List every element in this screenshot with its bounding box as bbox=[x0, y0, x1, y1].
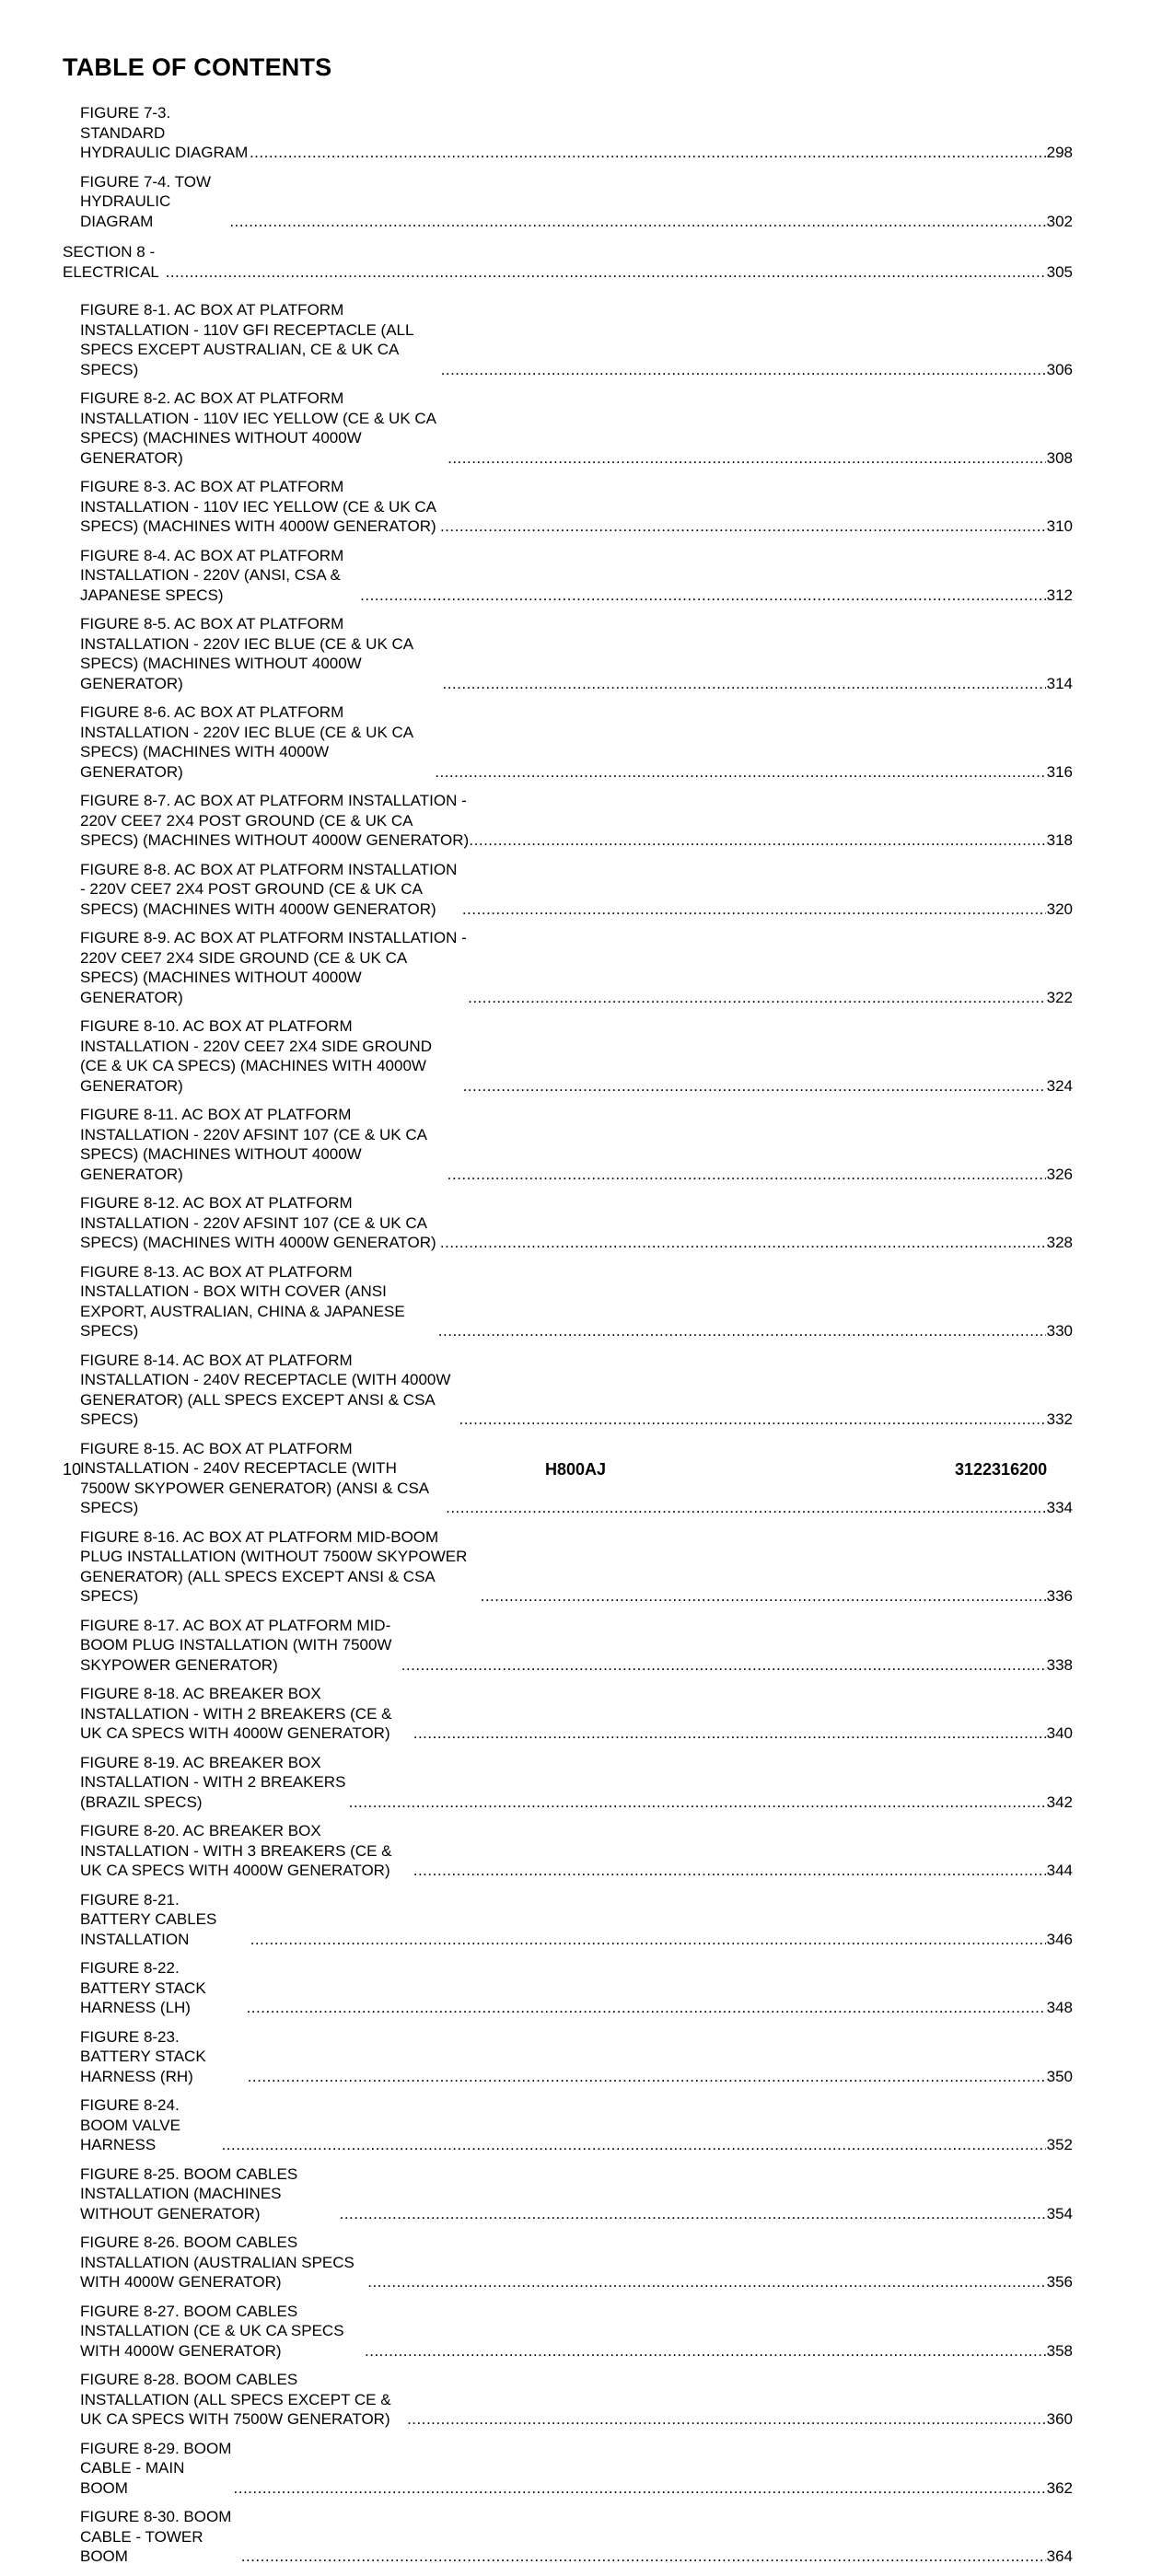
toc-entry-title: FIGURE 8-14. AC BOX AT PLATFORM INSTALLATION - 240V RECEPTACLE (WITH 4000W GENERATOR) (ALL SPECS EXCEPT ANSI & CSA SPECS) bbox=[80, 1351, 451, 1428]
footer-page-number: 10 bbox=[63, 1460, 82, 1479]
toc-entry-title: FIGURE 8-17. AC BOX AT PLATFORM MID-BOOM PLUG INSTALLATION (WITH 7500W SKYPOWER GENERATOR) bbox=[80, 1616, 392, 1674]
toc-entry-page-number: 314 bbox=[1046, 674, 1073, 692]
toc-figure-entry[interactable] bbox=[63, 2439, 1073, 2499]
toc-entry-page-number: 324 bbox=[1046, 1076, 1073, 1095]
toc-entry-title: FIGURE 8-4. AC BOX AT PLATFORM INSTALLATION - 220V (ANSI, CSA & JAPANESE SPECS) bbox=[80, 546, 344, 604]
toc-entry-page-number: 320 bbox=[1046, 899, 1073, 918]
toc-entry-title: FIGURE 8-3. AC BOX AT PLATFORM INSTALLATION - 110V IEC YELLOW (CE & UK CA SPECS) (MACHINES WITH 4000W GENERATOR) bbox=[80, 478, 436, 535]
toc-entry-title: FIGURE 8-25. BOOM CABLES INSTALLATION (MACHINES WITHOUT GENERATOR) bbox=[80, 2164, 298, 2222]
toc-dot-leader bbox=[459, 1410, 1045, 1430]
toc-dot-leader bbox=[446, 1498, 1046, 1518]
toc-entry-title: FIGURE 8-9. AC BOX AT PLATFORM INSTALLATION - 220V CEE7 2X4 SIDE GROUND (CE & UK CA SPECS) (MACHINES WITHOUT 4000W GENERATOR) bbox=[80, 929, 467, 1006]
toc-entry-page-number: 364 bbox=[1046, 2547, 1073, 2565]
toc-figure-entry[interactable] bbox=[63, 860, 1073, 920]
toc-dot-leader bbox=[448, 448, 1046, 469]
toc-figure-entry[interactable] bbox=[63, 1016, 1073, 1096]
toc-figure-entry[interactable] bbox=[63, 2233, 1073, 2292]
toc-dot-leader bbox=[367, 2272, 1045, 2292]
toc-entry-title: FIGURE 8-21. BATTERY CABLES INSTALLATION bbox=[80, 1890, 217, 1948]
toc-entry-page-number: 302 bbox=[1046, 212, 1073, 230]
toc-entry-page-number: 322 bbox=[1046, 988, 1073, 1006]
toc-entry-title: FIGURE 8-10. AC BOX AT PLATFORM INSTALLATION - 220V CEE7 2X4 SIDE GROUND (CE & UK CA SPECS) (MACHINES WITH 4000W GENERATOR) bbox=[80, 1017, 432, 1095]
toc-entry-title: FIGURE 8-19. AC BREAKER BOX INSTALLATION - WITH 2 BREAKERS (BRAZIL SPECS) bbox=[80, 1753, 346, 1811]
toc-entry-page-number: 342 bbox=[1046, 1793, 1073, 1811]
toc-figure-entry[interactable] bbox=[63, 103, 1073, 163]
toc-entry-page-number: 312 bbox=[1046, 586, 1073, 604]
toc-entry-title: FIGURE 8-30. BOOM CABLE - TOWER BOOM bbox=[80, 2508, 232, 2565]
toc-entry-page-number: 352 bbox=[1046, 2136, 1073, 2153]
toc-figure-entry[interactable] bbox=[63, 1616, 1073, 1676]
toc-dot-leader bbox=[248, 2067, 1046, 2087]
toc-entry-title: FIGURE 8-1. AC BOX AT PLATFORM INSTALLATION - 110V GFI RECEPTACLE (ALL SPECS EXCEPT AUSTRALIAN, CE & UK CA SPECS) bbox=[80, 301, 413, 378]
toc-entry-title: FIGURE 8-22. BATTERY STACK HARNESS (LH) bbox=[80, 1959, 206, 2016]
toc-entry-title: FIGURE 8-29. BOOM CABLE - MAIN BOOM bbox=[80, 2439, 232, 2497]
toc-entry-page-number: 308 bbox=[1046, 448, 1073, 467]
toc-figure-entry[interactable] bbox=[63, 2302, 1073, 2361]
toc-dot-leader bbox=[234, 2478, 1046, 2499]
footer-model: H800AJ bbox=[545, 1460, 607, 1479]
toc-figure-entry[interactable] bbox=[63, 2370, 1073, 2430]
toc-entry-title: FIGURE 8-24. BOOM VALVE HARNESS bbox=[80, 2096, 180, 2153]
page-title: TABLE OF CONTENTS bbox=[63, 53, 332, 81]
toc-dot-leader bbox=[247, 1998, 1046, 2018]
toc-dot-leader bbox=[365, 2341, 1046, 2361]
toc-entry-page-number: 310 bbox=[1046, 517, 1073, 535]
toc-entry-title: SECTION 8 - ELECTRICAL bbox=[63, 243, 159, 281]
toc-entry-page-number: 336 bbox=[1046, 1587, 1073, 1605]
toc-list bbox=[63, 103, 1073, 2576]
toc-dot-leader bbox=[401, 1655, 1046, 1676]
toc-dot-leader bbox=[440, 1233, 1046, 1253]
toc-entry-page-number: 338 bbox=[1046, 1655, 1073, 1674]
toc-entry-page-number: 362 bbox=[1046, 2478, 1073, 2497]
toc-figure-entry[interactable] bbox=[63, 546, 1073, 606]
toc-dot-leader bbox=[241, 2547, 1046, 2567]
toc-figure-entry[interactable] bbox=[63, 928, 1073, 1007]
toc-figure-entry[interactable] bbox=[63, 2507, 1073, 2567]
toc-entry-title: FIGURE 8-20. AC BREAKER BOX INSTALLATION - WITH 3 BREAKERS (CE & UK CA SPECS WITH 4000W GENERATOR) bbox=[80, 1822, 392, 1879]
toc-entry-page-number: 298 bbox=[1046, 144, 1073, 161]
toc-dot-leader bbox=[340, 2204, 1046, 2224]
toc-figure-entry[interactable] bbox=[63, 1527, 1073, 1607]
toc-figure-entry[interactable] bbox=[63, 1890, 1073, 1950]
toc-entry-page-number: 340 bbox=[1046, 1724, 1073, 1742]
toc-entry-title: FIGURE 8-2. AC BOX AT PLATFORM INSTALLATION - 110V IEC YELLOW (CE & UK CA SPECS) (MACHINES WITHOUT 4000W GENERATOR) bbox=[80, 389, 436, 467]
toc-entry-page-number: 344 bbox=[1046, 1862, 1073, 1879]
toc-entry-title: FIGURE 8-15. AC BOX AT PLATFORM INSTALLATION - 240V RECEPTACLE (WITH 7500W SKYPOWER GENERATOR) (ANSI & CSA SPECS) bbox=[80, 1439, 429, 1516]
toc-dot-leader bbox=[435, 762, 1045, 783]
toc-dot-leader bbox=[442, 674, 1045, 694]
toc-entry-title: FIGURE 7-4. TOW HYDRAULIC DIAGRAM bbox=[80, 172, 212, 230]
toc-entry-page-number: 346 bbox=[1046, 1930, 1073, 1948]
toc-figure-entry[interactable] bbox=[63, 172, 1073, 232]
toc-dot-leader bbox=[441, 360, 1046, 380]
toc-dot-leader bbox=[438, 1321, 1046, 1341]
toc-entry-page-number: 318 bbox=[1046, 831, 1073, 849]
toc-entry-page-number: 332 bbox=[1046, 1410, 1073, 1428]
toc-dot-leader bbox=[468, 988, 1046, 1008]
toc-dot-leader bbox=[166, 262, 1046, 283]
footer-doc-number: 3122316200 bbox=[955, 1460, 1048, 1479]
toc-dot-leader bbox=[250, 143, 1046, 163]
toc-dot-leader bbox=[463, 1076, 1046, 1097]
toc-figure-entry[interactable] bbox=[63, 1821, 1073, 1881]
toc-dot-leader bbox=[229, 212, 1045, 232]
toc-dot-leader bbox=[407, 2409, 1046, 2430]
toc-entry-page-number: 348 bbox=[1046, 1999, 1073, 2016]
toc-entry-title: FIGURE 8-16. AC BOX AT PLATFORM MID-BOOM PLUG INSTALLATION (WITHOUT 7500W SKYPOWER GENERATOR) (ALL SPECS EXCEPT ANSI & CSA SPECS) bbox=[80, 1527, 468, 1605]
toc-section-entry[interactable] bbox=[63, 242, 1073, 282]
toc-figure-entry[interactable] bbox=[63, 1958, 1073, 2018]
toc-entry-title: FIGURE 8-23. BATTERY STACK HARNESS (RH) bbox=[80, 2027, 206, 2085]
toc-entry-title: FIGURE 8-7. AC BOX AT PLATFORM INSTALLATION - 220V CEE7 2X4 POST GROUND (CE & UK CA SPECS) (MACHINES WITHOUT 4000W GENERATOR) bbox=[80, 792, 470, 849]
toc-dot-leader bbox=[469, 830, 1045, 851]
toc-dot-leader bbox=[250, 1930, 1046, 1950]
toc-entry-title: FIGURE 8-27. BOOM CABLES INSTALLATION (CE & UK CA SPECS WITH 4000W GENERATOR) bbox=[80, 2302, 344, 2360]
toc-dot-leader bbox=[360, 586, 1045, 606]
toc-dot-leader bbox=[440, 516, 1046, 537]
toc-figure-entry[interactable] bbox=[63, 300, 1073, 379]
toc-entry-title: FIGURE 7-3. STANDARD HYDRAULIC DIAGRAM bbox=[80, 104, 249, 161]
toc-entry-page-number: 360 bbox=[1046, 2410, 1073, 2428]
toc-dot-leader bbox=[481, 1586, 1046, 1607]
toc-figure-entry[interactable] bbox=[63, 1105, 1073, 1184]
toc-entry-page-number: 316 bbox=[1046, 762, 1073, 781]
toc-figure-entry[interactable] bbox=[63, 791, 1073, 851]
toc-entry-title: FIGURE 8-28. BOOM CABLES INSTALLATION (ALL SPECS EXCEPT CE & UK CA SPECS WITH 7500W GENERATOR) bbox=[80, 2371, 391, 2428]
toc-entry-page-number: 334 bbox=[1046, 1499, 1073, 1516]
toc-dot-leader bbox=[448, 1165, 1046, 1185]
toc-dot-leader bbox=[413, 1723, 1046, 1744]
toc-entry-page-number: 305 bbox=[1046, 262, 1073, 281]
toc-figure-entry[interactable] bbox=[63, 1193, 1073, 1253]
toc-entry-title: FIGURE 8-12. AC BOX AT PLATFORM INSTALLATION - 220V AFSINT 107 (CE & UK CA SPECS) (MACHINES WITH 4000W GENERATOR) bbox=[80, 1194, 436, 1251]
toc-figure-entry[interactable] bbox=[63, 1684, 1073, 1744]
toc-entry-page-number: 306 bbox=[1046, 360, 1073, 378]
toc-entry-title: FIGURE 8-13. AC BOX AT PLATFORM INSTALLATION - BOX WITH COVER (ANSI EXPORT, AUSTRALIAN, CHINA & JAPANESE SPECS) bbox=[80, 1262, 405, 1340]
toc-dot-leader bbox=[222, 2135, 1046, 2155]
toc-entry-page-number: 350 bbox=[1046, 2067, 1073, 2085]
toc-figure-entry[interactable] bbox=[63, 2164, 1073, 2224]
toc-entry-title: FIGURE 8-26. BOOM CABLES INSTALLATION (AUSTRALIAN SPECS WITH 4000W GENERATOR) bbox=[80, 2234, 355, 2291]
toc-entry-page-number: 358 bbox=[1046, 2341, 1073, 2360]
toc-dot-leader bbox=[462, 899, 1046, 920]
toc-entry-title: FIGURE 8-8. AC BOX AT PLATFORM INSTALLATION - 220V CEE7 2X4 POST GROUND (CE & UK CA SPECS) (MACHINES WITH 4000W GENERATOR) bbox=[80, 860, 458, 918]
toc-figure-entry[interactable] bbox=[63, 1262, 1073, 1341]
toc-entry-page-number: 354 bbox=[1046, 2204, 1073, 2222]
toc-entry-page-number: 326 bbox=[1046, 1165, 1073, 1183]
toc-entry-title: FIGURE 8-5. AC BOX AT PLATFORM INSTALLATION - 220V IEC BLUE (CE & UK CA SPECS) (MACHINES WITHOUT 4000W GENERATOR) bbox=[80, 615, 413, 692]
toc-figure-entry[interactable] bbox=[63, 2027, 1073, 2087]
toc-figure-entry[interactable] bbox=[63, 1753, 1073, 1813]
toc-entry-title: FIGURE 8-6. AC BOX AT PLATFORM INSTALLATION - 220V IEC BLUE (CE & UK CA SPECS) (MACHINES WITH 4000W GENERATOR) bbox=[80, 703, 413, 781]
toc-figure-entry[interactable] bbox=[63, 702, 1073, 782]
toc-entry-title: FIGURE 8-18. AC BREAKER BOX INSTALLATION - WITH 2 BREAKERS (CE & UK CA SPECS WITH 4000W GENERATOR) bbox=[80, 1685, 392, 1742]
toc-figure-entry[interactable] bbox=[63, 2095, 1073, 2155]
toc-entry-page-number: 328 bbox=[1046, 1234, 1073, 1251]
toc-figure-entry[interactable] bbox=[63, 614, 1073, 693]
toc-dot-leader bbox=[413, 1861, 1046, 1881]
toc-entry-page-number: 356 bbox=[1046, 2273, 1073, 2291]
toc-entry-title: FIGURE 8-11. AC BOX AT PLATFORM INSTALLATION - 220V AFSINT 107 (CE & UK CA SPECS) (MACHINES WITHOUT 4000W GENERATOR) bbox=[80, 1106, 427, 1183]
toc-entry-page-number: 330 bbox=[1046, 1322, 1073, 1340]
toc-dot-leader bbox=[349, 1793, 1046, 1813]
toc-figure-entry[interactable] bbox=[63, 389, 1073, 468]
toc-figure-entry[interactable] bbox=[63, 1351, 1073, 1430]
toc-figure-entry[interactable] bbox=[63, 477, 1073, 537]
